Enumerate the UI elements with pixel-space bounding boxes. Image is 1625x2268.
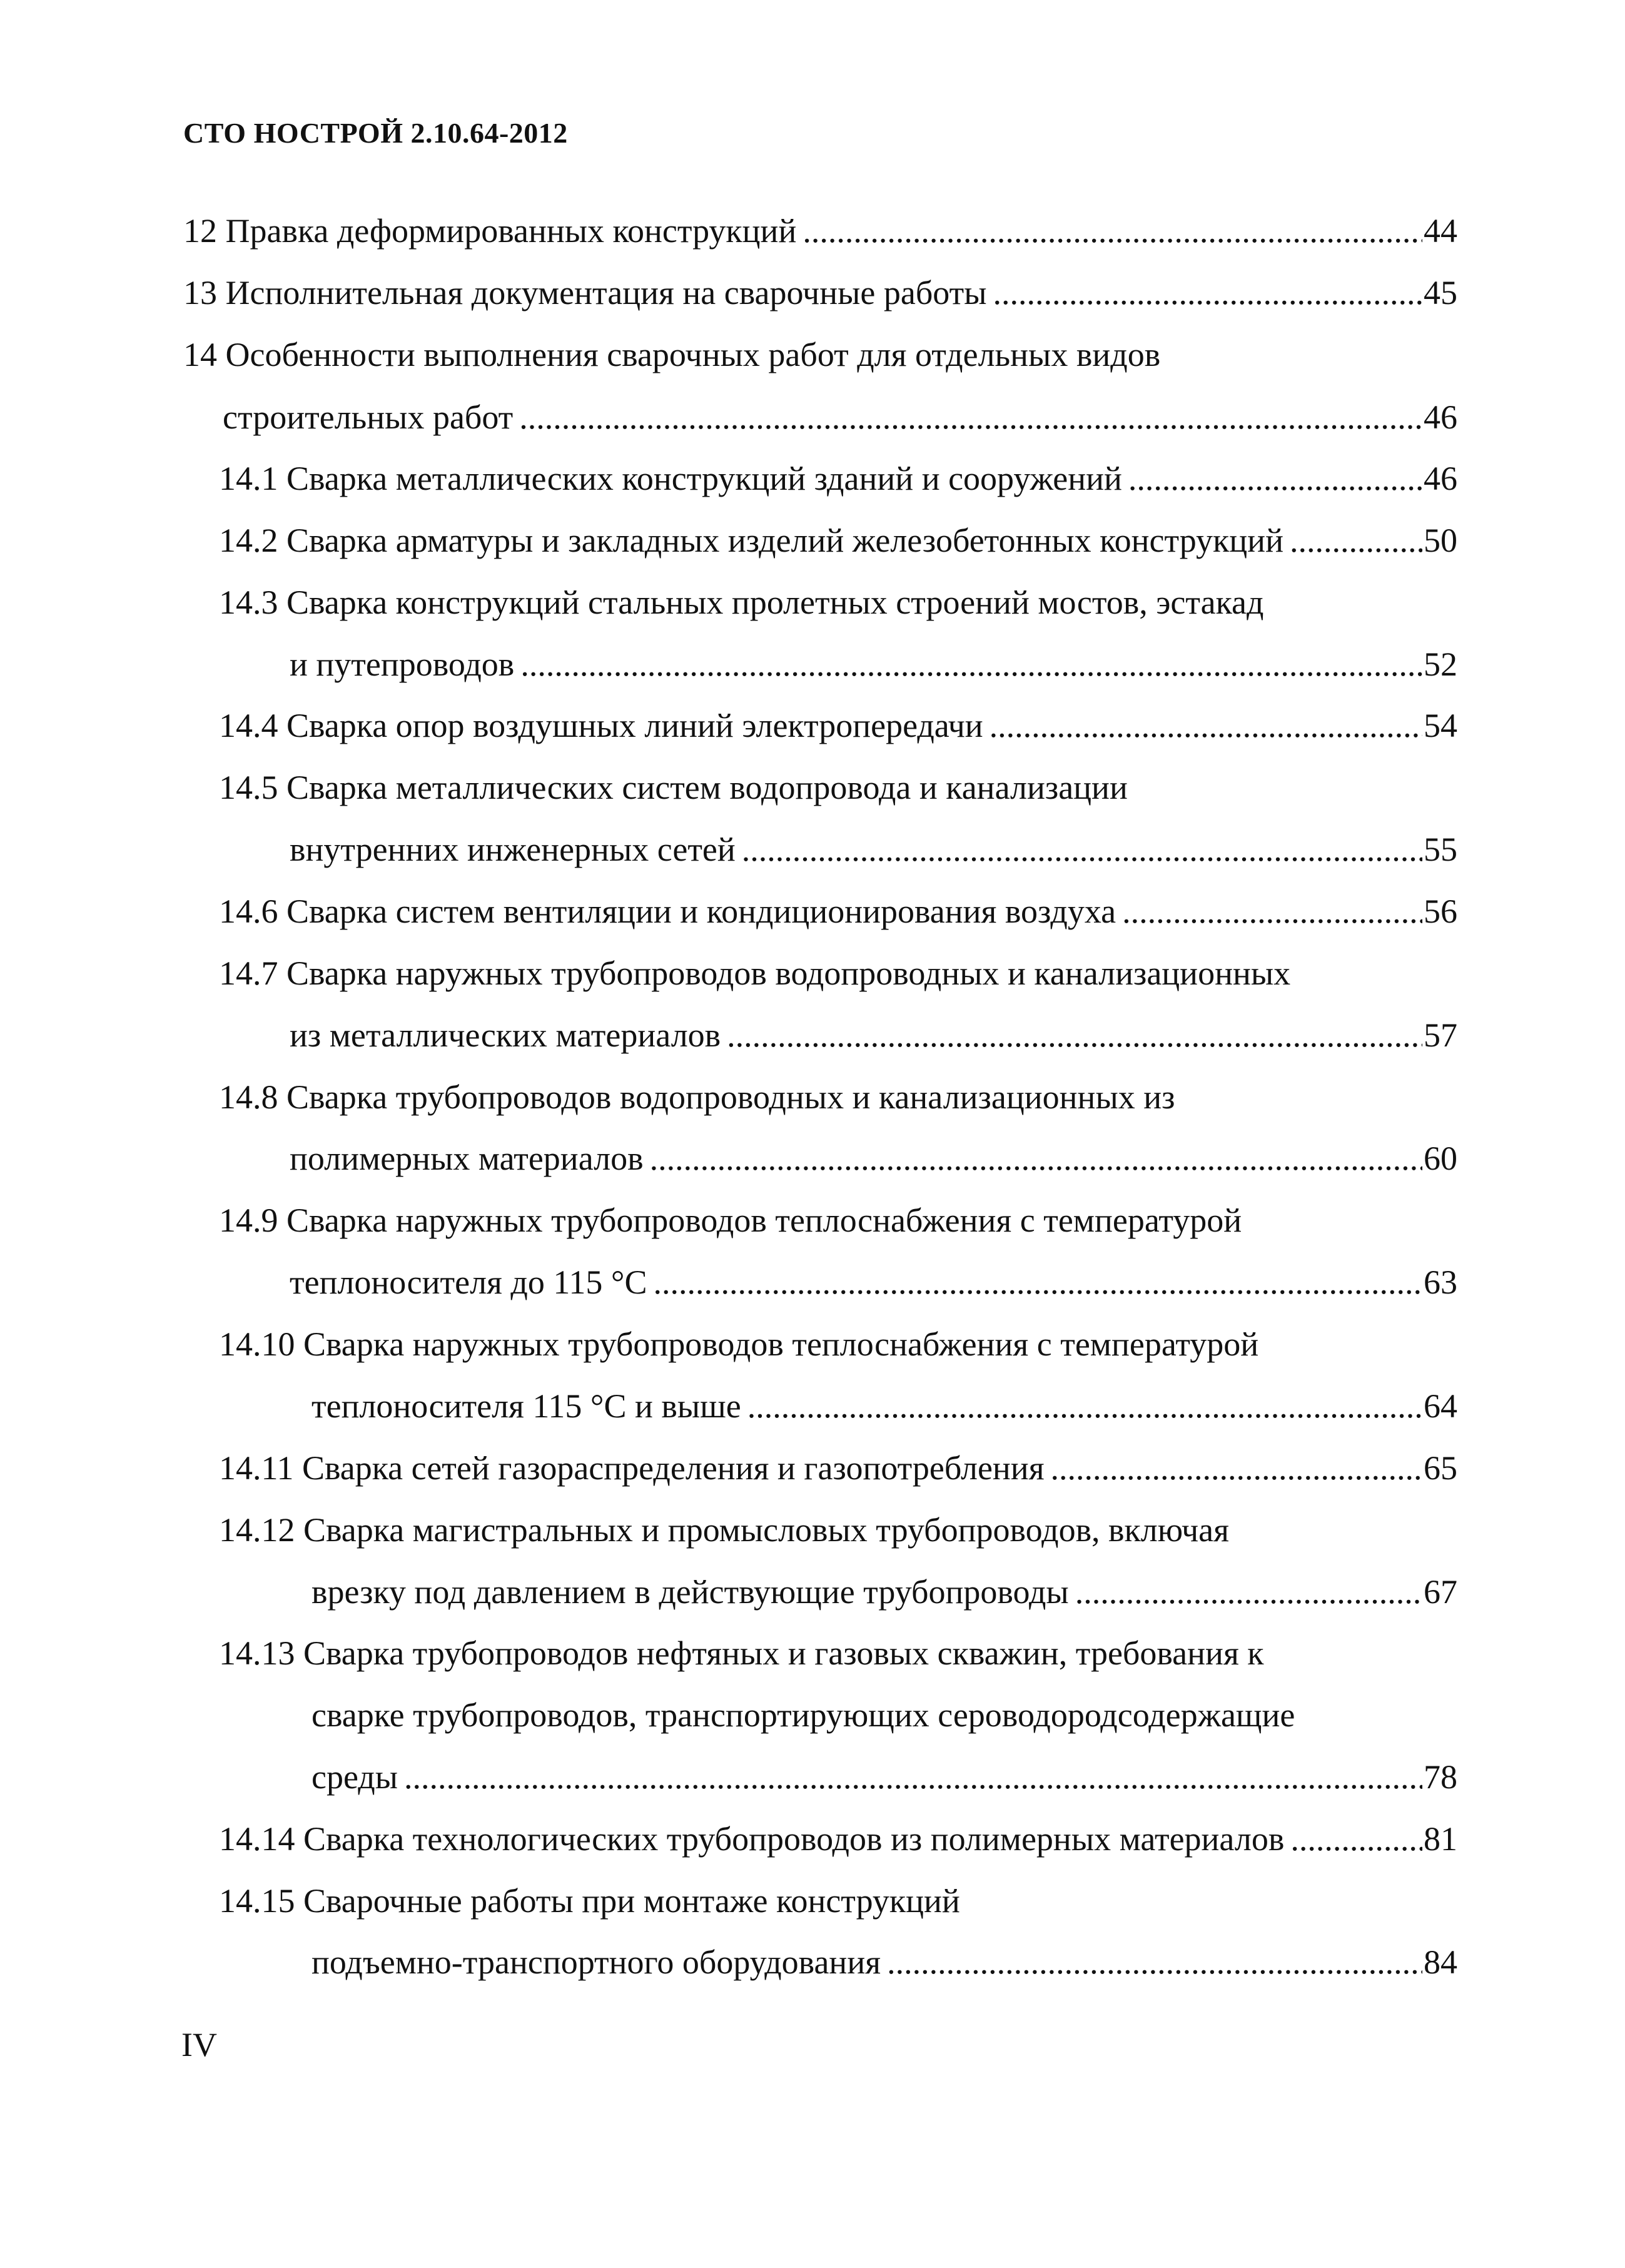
toc-dot-leader: [1122, 894, 1422, 928]
toc-entry: [183, 214, 1457, 248]
toc-entry: [223, 400, 1457, 434]
toc-page-number: 50: [1424, 522, 1457, 559]
toc-entry-text: 14.14 Сварка технологических трубопроводов из полимерных материалов: [219, 1820, 1285, 1858]
toc-entry-text: 14.11 Сварка сетей газораспределения и газопотребления: [219, 1449, 1045, 1487]
toc-entry-text: 14.15 Сварочные работы при монтаже конструкций: [219, 1882, 960, 1920]
toc-entry: [183, 276, 1457, 310]
toc-page-number: 57: [1424, 1016, 1457, 1054]
toc-page-number: 46: [1424, 398, 1457, 436]
toc-entry-text: врезку под давлением в действующие трубопроводы: [311, 1573, 1069, 1611]
toc-dot-leader: [742, 833, 1422, 866]
toc-entry: [219, 1203, 1242, 1237]
toc-dot-leader: [727, 1018, 1422, 1052]
toc-page-number: 65: [1424, 1449, 1457, 1487]
toc-entry-text: полимерных материалов: [290, 1140, 644, 1177]
page-header: СТО НОСТРОЙ 2.10.64-2012: [183, 117, 568, 149]
toc-entry-text: 14.13 Сварка трубопроводов нефтяных и газовых скважин, требования к: [219, 1634, 1264, 1672]
toc-entry-text: и путепроводов: [290, 645, 515, 683]
toc-entry-text: 14.8 Сварка трубопроводов водопроводных и канализационных из: [219, 1078, 1175, 1116]
toc-entry-text: 14.9 Сварка наружных трубопроводов теплоснабжения с температурой: [219, 1202, 1242, 1239]
toc-entry: [290, 647, 1457, 681]
toc-entry-text: внутренних инженерных сетей: [290, 831, 736, 868]
page-number-footer: IV: [181, 2026, 217, 2063]
toc-entry-text: 12 Правка деформированных конструкций: [183, 212, 797, 250]
toc-entry: [311, 1760, 1457, 1794]
toc-entry: [219, 1080, 1175, 1114]
toc-entry: [219, 1327, 1258, 1361]
toc-page-number: 63: [1424, 1263, 1457, 1301]
toc-page-number: 64: [1424, 1387, 1457, 1425]
toc-dot-leader: [887, 1945, 1422, 1979]
toc-dot-leader: [650, 1142, 1422, 1175]
toc-entry: [311, 1389, 1457, 1423]
toc-page-number: 46: [1424, 460, 1457, 497]
toc-page-number: 81: [1424, 1820, 1457, 1858]
toc-entry-text: 14.12 Сварка магистральных и промысловых трубопроводов, включая: [219, 1511, 1229, 1549]
toc-entry-text: 14 Особенности выполнения сварочных работ для отдельных видов: [183, 336, 1161, 373]
toc-entry-text: среды: [311, 1758, 398, 1796]
toc-entry: [219, 1822, 1457, 1856]
toc-entry: [219, 956, 1290, 990]
toc-entry: [183, 338, 1160, 372]
toc-entry-text: теплоносителя до 115 °С: [290, 1263, 647, 1301]
toc-page-number: 54: [1424, 707, 1457, 744]
toc-entry: [290, 1142, 1457, 1175]
toc-entry-text: 14.4 Сварка опор воздушных линий электропередачи: [219, 707, 983, 744]
toc-page-number: 56: [1424, 893, 1457, 930]
toc-entry: [219, 1884, 960, 1918]
toc-page-number: 45: [1424, 274, 1457, 311]
toc-entry-text: 13 Исполнительная документация на сварочные работы: [183, 274, 987, 311]
toc-page-number: 78: [1424, 1758, 1457, 1796]
toc-entry: [311, 1945, 1457, 1979]
toc-entry: [219, 771, 1128, 804]
toc-dot-leader: [1051, 1451, 1422, 1485]
toc-entry-text: 14.6 Сварка систем вентиляции и кондиционирования воздуха: [219, 893, 1116, 930]
toc-page-number: 67: [1424, 1573, 1457, 1611]
toc-entry: [219, 462, 1457, 495]
toc-entry-text: из металлических материалов: [290, 1016, 721, 1054]
toc-page-number: 84: [1424, 1943, 1457, 1981]
toc-dot-leader: [802, 214, 1422, 248]
toc-entry: [219, 1636, 1264, 1670]
toc-dot-leader: [1290, 524, 1422, 557]
toc-entry-text: 14.1 Сварка металлических конструкций зданий и сооружений: [219, 460, 1122, 497]
toc-entry-text: подъемно-транспортного оборудования: [311, 1943, 881, 1981]
toc-entry: [290, 833, 1457, 866]
toc-entry-text: теплоносителя 115 °С и выше: [311, 1387, 741, 1425]
toc-entry: [290, 1265, 1457, 1299]
toc-entry-text: 14.7 Сварка наружных трубопроводов водопроводных и канализационных: [219, 954, 1291, 992]
toc-entry-text: 14.3 Сварка конструкций стальных пролетных строений мостов, эстакад: [219, 584, 1264, 621]
toc-dot-leader: [520, 647, 1422, 681]
toc-dot-leader: [653, 1265, 1422, 1299]
toc-page-number: 44: [1424, 212, 1457, 250]
toc-entry: [219, 524, 1457, 557]
toc-dot-leader: [1128, 462, 1422, 495]
toc-entry: [219, 1451, 1457, 1485]
toc-entry: [219, 585, 1263, 619]
toc-entry: [311, 1575, 1457, 1609]
toc-entry-text: 14.2 Сварка арматуры и закладных изделий железобетонных конструкций: [219, 522, 1283, 559]
toc-entry-text: строительных работ: [223, 398, 514, 436]
toc-entry-text: 14.10 Сварка наружных трубопроводов теплоснабжения с температурой: [219, 1325, 1259, 1363]
toc-entry: [219, 894, 1457, 928]
toc-entry: [219, 1513, 1229, 1547]
toc-entry-text: сварке трубопроводов, транспортирующих сероводородсодержащие: [311, 1696, 1295, 1734]
toc-page-number: 55: [1424, 831, 1457, 868]
toc-page-number: 52: [1424, 645, 1457, 683]
toc-dot-leader: [1290, 1822, 1422, 1856]
toc-dot-leader: [990, 709, 1422, 742]
toc-entry-text: 14.5 Сварка металлических систем водопровода и канализации: [219, 769, 1128, 806]
toc-entry: [290, 1018, 1457, 1052]
toc-dot-leader: [747, 1389, 1422, 1423]
toc-entry: [219, 709, 1457, 742]
toc-dot-leader: [519, 400, 1422, 434]
toc-dot-leader: [404, 1760, 1422, 1794]
toc-dot-leader: [993, 276, 1422, 310]
toc-dot-leader: [1075, 1575, 1422, 1609]
toc-entry: [311, 1698, 1295, 1732]
toc-page-number: 60: [1424, 1140, 1457, 1177]
